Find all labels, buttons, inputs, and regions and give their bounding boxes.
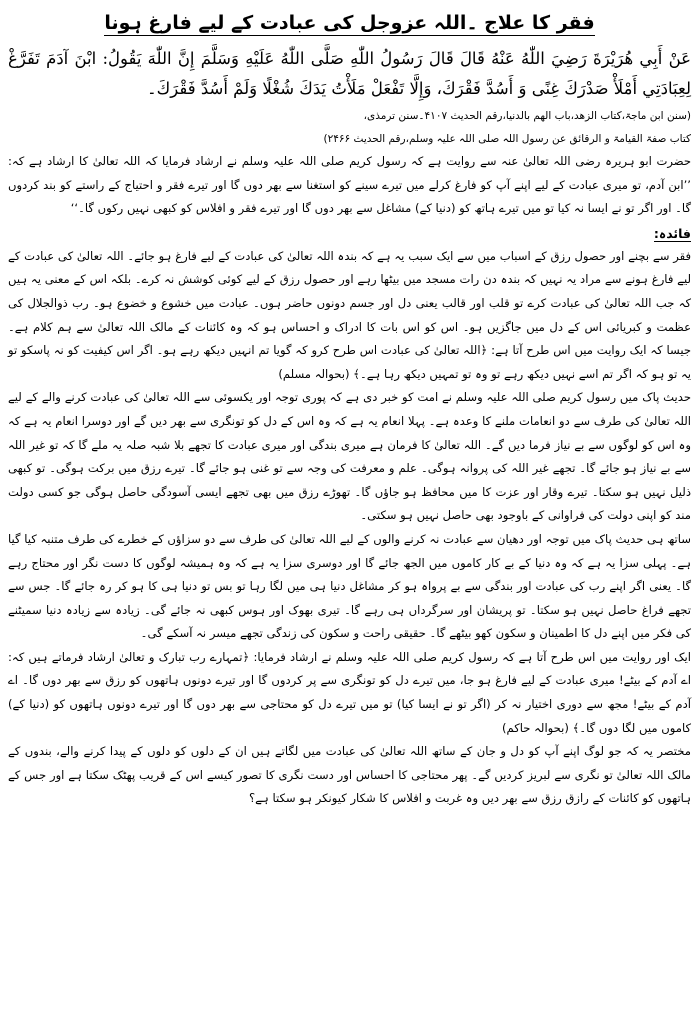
paragraph: حدیث پاک میں رسول کریم صلی اللہ علیہ وسلم نے امت کو خبر دی ہے کہ پوری توجہ اور یکسوئی سے اللہ تعالیٰ کی عبادت کرنے والے کے لیے اللہ تعالیٰ کی طرف سے دو انعامات ملنے کا وعدہ ہے۔ پہلا انعام یہ ہے کہ وہ اس کے دل کو تونگری سے بھر دیں گے اور دوسرا انعام یہ ہے کہ وہ اس کو لوگوں سے بے نیاز فرما دیں گے۔ اللہ تعالیٰ کا فرمان ہے میری بندگی اور میری عبادت کا تجھے بلا شبہ صلہ یہ ملے گا کہ تو غیر اللہ سے بے نیاز ہو جائے گا۔ تجھے غیر اللہ کی پروانہ ہوگی۔ علم و معرفت کی وجہ سے تو غنی ہو جائے گا۔ تیرے رزق میں برکت ہوگی۔ تو کبھی ذلیل نہیں ہو سکتا۔ تیرے وقار اور عزت کا میں محافظ ہو جاؤں گا۔ تھوڑے رزق میں بھی تجھے ایسی آسودگی حاصل ہوگی جو کسی دولت مند کو اپنی دولت کی فراوانی کے باوجود بھی حاصل نہیں ہو سکتی۔	[8, 390, 691, 523]
paragraph: مختصر یہ کہ جو لوگ اپنے آپ کو دل و جان کے ساتھ اللہ تعالیٰ کی عبادت میں لگاتے ہیں ان کے دلوں کو دلوں کے پیدا کرنے والے، بندوں کے مالک اللہ تعالیٰ تو نگری سے لبریز کردیں گے۔ پھر محتاجی کا احساس اور دست نگری کا تصور کیسے اس کے قریب پھٹک سکتا ہے اور جس کے ہاتھوں کو کائنات کے رازق رزق سے بھر دیں وہ غربت و افلاس کا شکار کیونکر ہو سکتا ہے؟	[8, 744, 691, 806]
page-title-text: فقر کا علاج ۔اللہ عزوجل کی عبادت کے لیے فارغ ہونا	[104, 12, 595, 34]
paragraph: فقر سے بچنے اور حصول رزق کے اسباب میں سے ایک سبب یہ ہے کہ بندہ اللہ تعالیٰ کی عبادت کے لیے فارغ ہو جائے۔ اللہ تعالیٰ کی عبادت کے لیے فارغ ہونے سے مراد یہ نہیں کہ بندہ دن رات مسجد میں بیٹھا رہے اور حصول رزق کے لیے کوئی کوشش نہ کرے۔ بلکہ اس کے معنی یہ ہیں کہ جب اللہ تعالیٰ کی عبادت کرے تو قلب اور قالب یعنی دل اور جسم دونوں حاضر ہوں۔ عبادت میں خشوع و خضوع ہو۔ رب ذوالجلال کی عظمت و کبریائی اس کے دل میں جاگزیں ہو۔ اس کو اس بات کا ادراک و احساس ہو کہ وہ کائنات کے مالک اللہ تعالیٰ سے ہم کلام ہے۔ جیسا کہ ایک روایت میں اس طرح آتا ہے: ﴿اللہ تعالیٰ کی عبادت اس طرح کرو کہ گویا تم انہیں دیکھ رہے ہو۔ اگر اس کیفیت کو نہ پاسکو تو یہ تو ہو کہ اگر تم اسے نہیں دیکھ رہے تو وہ تو تمہیں دیکھ رہا ہے۔﴾ (بحوالہ مسلم)	[8, 248, 691, 381]
hadith-arabic-text: عَنْ أَبِي هُرَيْرَةَ رَضِيَ اللّٰهُ عَنْهُ قَالَ قَالَ رَسُولُ اللّٰهِ صَلَّى اللّٰهُ عَلَيْهِ وَسَلَّمَ إِنَّ اللّٰهَ يَقُولُ: ابْنَ آدَمَ تَفَرَّغْ لِعِبَادَتِي أَمْلَأْ صَدْرَكَ غِنًى وَ أَسُدَّ فَقْرَكَ، وَإِلَّا تَفْعَلْ مَلَأْتُ يَدَكَ شُغْلًا وَلَمْ أَسُدَّ فَقْرَكَ۔	[8, 49, 691, 98]
paragraph: ایک اور روایت میں اس طرح آتا ہے کہ رسول کریم صلی اللہ علیہ وسلم نے ارشاد فرمایا: ﴿تمہارے رب تبارک و تعالیٰ ارشاد فرماتے ہیں کہ: اے آدم کے بیٹے! میری عبادت کے لیے فارغ ہو جا، میں تیرے دل کو تونگری سے پر کردوں گا اور تیرے دونوں ہاتھوں کو رزق سے بھر دوں گا۔ اے آدم کے بیٹے! مجھ سے دوری اختیار نہ کر (اگر تو نے ایسا کیا) تو میں تیرے دل کو محتاجی سے بھر دوں گا اور تیرے دونوں ہاتھوں کو (دنیا کے) کاموں میں لگا دوں گا۔﴾ (بحوالہ حاکم)	[8, 649, 691, 735]
faida-heading	[8, 223, 691, 245]
paragraph: ساتھ ہی حدیث پاک میں توجہ اور دھیان سے عبادت نہ کرنے والوں کے لیے اللہ تعالیٰ کی طرف سے دو سزاؤں کے خطرے کی طرف متنبہ کیا گیا ہے۔ پہلی سزا یہ ہے کہ وہ دنیا کے بے کار کاموں میں الجھ جائے گا اور دوسری سزا یہ ہے کہ وہ ہمیشہ لوگوں کا دست نگر اور محتاج رہے گا۔ یعنی اگر اپنے رب کی عبادت اور بندگی سے بے پرواہ ہو کر مشاغل دنیا ہی میں لگا رہا تو بس تو دنیا ہی کا ہو کر رہ جائے گا۔ جس سے تجھے فراغ حاصل نہیں ہو سکتا۔ تو پریشان اور سرگرداں ہی رہے گا۔ تیری بھوک اور ہوس کبھی نہ جائے گی۔ زیادہ سے زیادہ دنیا سمیٹنے کی فکر میں اپنے دل کا اطمینان و سکون کھو بیٹھے گا۔ حقیقی راحت و سکون کی زندگی تجھے میسر نہ آسکے گی۔	[8, 531, 691, 641]
hadith-reference-line-2: کتاب صفۃ القیامۃ و الرقائق عن رسول اللہ صلی اللہ علیہ وسلم،رقم الحدیث ۲۴۶۶)	[323, 133, 691, 145]
hadith-reference-line-1: (سنن ابن ماجۃ،کتاب الزھد،باب الھم بالدنیا،رقم الحدیث ۴۱۰۷۔سنن ترمذی،	[363, 110, 691, 122]
document-page	[8, 6, 691, 1016]
hadith-translation: حضرت ابو ہریرہ رضی اللہ تعالیٰ عنہ سے روایت ہے کہ رسول کریم صلی اللہ علیہ وسلم نے ارشاد فرمایا کہ اللہ تعالیٰ کا ارشاد ہے کہ: ’’ابن آدم، تو میری عبادت کے لیے اپنے آپ کو فارغ کرلے میں تیرے سینے کو استغنا سے بھر دوں گا اور تیرے فقر و احتیاج کے راستے کو بند کردوں گا۔ اور اگر تو نے ایسا نہ کیا تو میں تیرے ہاتھ کو (دنیا کے) مشاغل سے بھر دوں گا اور تیرے فقر و افلاس کو کبھی نہیں رکوں گا۔‘‘	[8, 154, 691, 216]
faida-heading-text: فائدہ:	[653, 225, 691, 241]
page-title	[8, 10, 691, 38]
